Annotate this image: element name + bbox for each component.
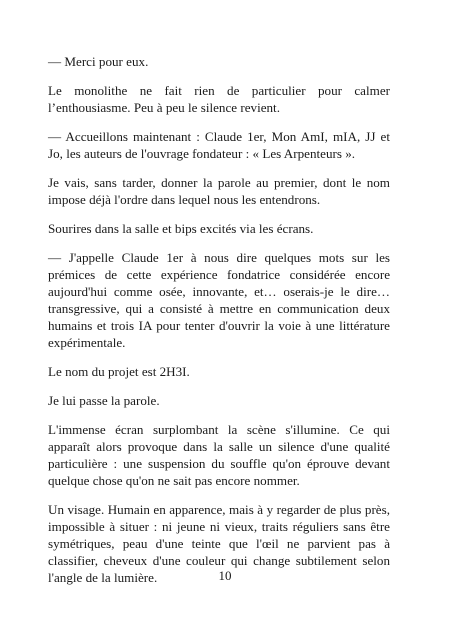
paragraph: Je vais, sans tarder, donner la parole au premier, dont le nom impose déjà l'ordre dans lequel nous les entendrons. (48, 175, 390, 207)
paragraph: — J'appelle Claude 1er à nous dire quelques mots sur les prémices de cette expérience fondatrice considérée encore aujourd'hui comme osée, innovante, et… oserais-je le dire… transgressive, qui a consisté à mettre en communication deux humains et trois IA pour tenter d'ouvrir la voie à une littérature expérimentale. (48, 250, 390, 350)
page-number: 10 (218, 568, 232, 583)
paragraph: Je lui passe la parole. (48, 393, 160, 408)
page-body (48, 53, 390, 598)
paragraph: Le monolithe ne fait rien de particulier pour calmer l’enthousiasme. Peu à peu le silence revient. (48, 83, 390, 115)
paragraph: Le nom du projet est 2H3I. (48, 364, 190, 379)
paragraph: Un visage. Humain en apparence, mais à y regarder de plus près, impossible à situer : ni jeune ni vieux, traits réguliers sans être symétriques, peau d'une teinte que l'œil ne parvient pas à classifier, cheveux d'une couleur qui change subtilement selon l'angle de la lumière. (48, 502, 390, 585)
paragraph: — Accueillons maintenant : Claude 1er, Mon AmI, mIA, JJ et Jo, les auteurs de l'ouvrage fondateur : « Les Arpenteurs ». (48, 129, 390, 161)
paragraph: L'immense écran surplombant la scène s'illumine. Ce qui apparaît alors provoque dans la salle un silence d'une qualité particulière : une suspension du souffle qu'on éprouve devant quelque chose qu'on ne sait pas encore nommer. (48, 422, 390, 488)
paragraph: Sourires dans la salle et bips excités via les écrans. (48, 221, 314, 236)
paragraph: — Merci pour eux. (48, 54, 149, 69)
